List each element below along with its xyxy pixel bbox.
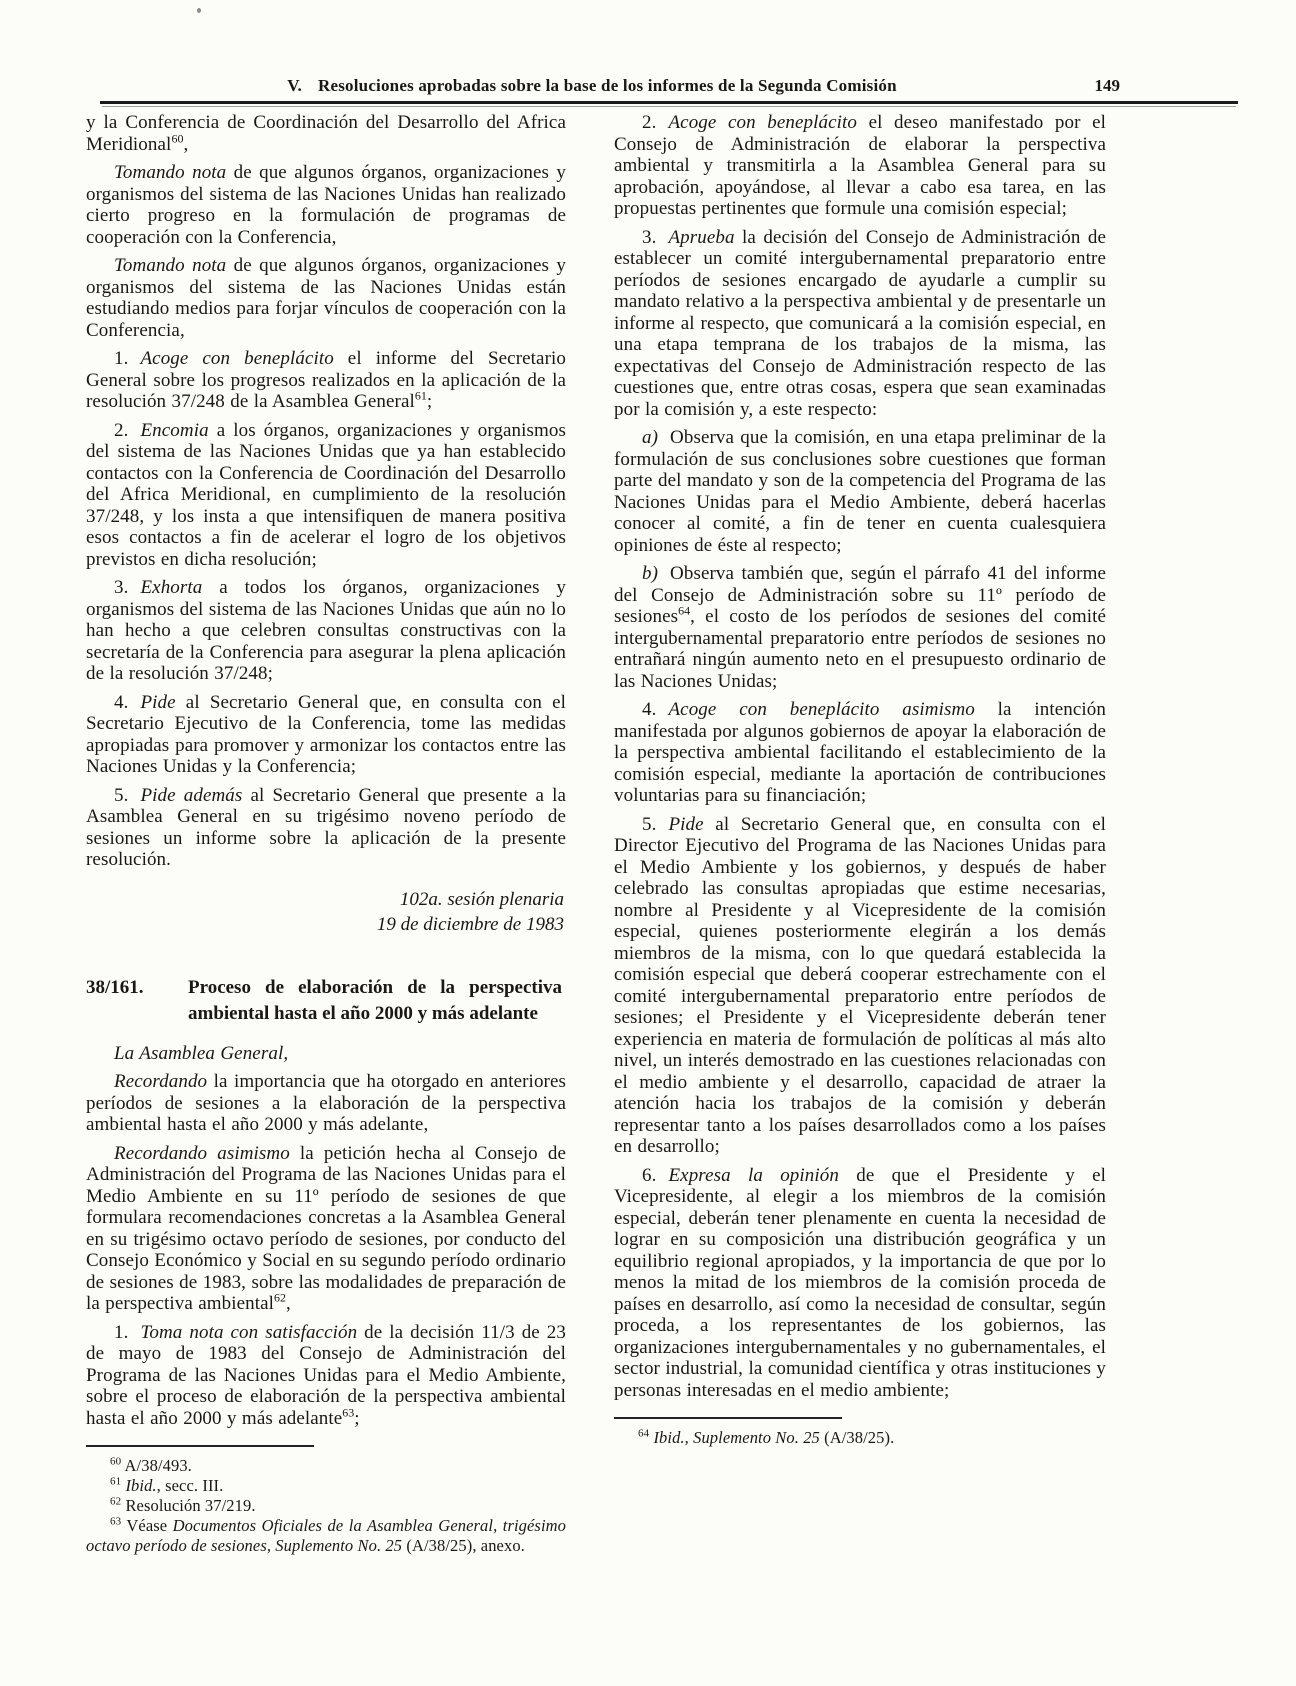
paragraph: Recordando la importancia que ha otorgado en anteriores períodos de sesiones a la elaboración de la perspectiva ambiental hasta el año 2000 y más adelante, bbox=[86, 1071, 566, 1135]
paragraph: Tomando nota de que algunos órganos, organizaciones y organismos del sistema de las Naciones Unidas han realizado cierto progreso en la formulación de programas de cooperación con la Conferencia, bbox=[86, 162, 567, 248]
resolution-number: 38/161. bbox=[86, 976, 144, 998]
scan-artifact bbox=[197, 8, 201, 13]
paragraph: 2. Acoge con beneplácito el deseo manifestado por el Consejo de Administración de elaborar la perspectiva ambiental y transmitirla a la Asamblea General para su aprobación, apoyándose, al llevar a cabo esa tarea, en las propuestas pertinentes que formule una comisión especial; bbox=[614, 112, 1106, 219]
footnote: $^{62}$ Resolución 37/219. bbox=[110, 1495, 256, 1515]
footnote-rule bbox=[86, 1445, 314, 1447]
page-number: 149 bbox=[1094, 76, 1120, 95]
paragraph: 3. Aprueba la decisión del Consejo de Administración de establecer un comité intergubernamental preparatorio entre períodos de sesiones encargado de ayudarle a cumplir su mandato relativo a la perspectiva ambiental y de presentarle un informe al respecto, que comunicará a la comisión especial, en una etapa temprana de los trabajos de la misma, las expectativas del Consejo de Administración respecto de las cuestiones que, entre otras cosas, espera que sean examinadas por la comisión y, a este respecto: bbox=[614, 226, 1106, 420]
date-line: 19 de diciembre de 1983 bbox=[376, 913, 564, 935]
footnote-ref: 64 bbox=[678, 603, 691, 618]
footnote: $^{60}$ A/38/493. bbox=[110, 1455, 192, 1475]
paragraph: 4. Pide al Secretario General que, en consulta con el Secretario Ejecutivo de la Conferencia, tome las medidas apropiadas para promover y armonizar los contactos entre las Naciones Unidas y la Conferencia; bbox=[86, 691, 566, 777]
right-column bbox=[614, 112, 1106, 1448]
footnote-ref: 61 bbox=[414, 388, 427, 403]
plenary-session-line: 102a. sesión plenaria bbox=[399, 888, 564, 910]
footnotes-left bbox=[86, 1445, 566, 1556]
paragraph: 3. Exhorta a todos los órganos, organizaciones y organismos del sistema de las Naciones Unidas que aún no lo han hecho a que celebren consultas constructivas con la secretaría de la Conferencia para asegurar la plena aplicación de la resolución 37/248; bbox=[86, 577, 566, 684]
footnote: $^{64}$ Ibid., Suplemento No. 25 (A/38/25). bbox=[638, 1427, 895, 1447]
paragraph: b) Observa también que, según el párrafo 41 del informe del Consejo de Administración sobre su 11º período de sesiones$^{64}$, el costo de los períodos de sesiones del comité intergubernamental preparatorio entre períodos de sesiones no entrañará ningún aumento neto en el presupuesto ordinario de las Naciones Unidas; bbox=[614, 563, 1106, 692]
footnote-rule bbox=[614, 1417, 842, 1419]
paragraph: 5. Pide al Secretario General que, en consulta con el Director Ejecutivo del Programa de las Naciones Unidas para el Medio Ambiente y los gobiernos, y después de haber celebrado las consultas apropiadas que estime necesarias, nombre al Presidente y al Vicepresidente de la comisión especial, quienes posteriormente elegirán a los demás miembros de la misma, con lo que quedará establecida la comisión especial que deberá cooperar estrechamente con el comité intergubernamental preparatorio entre períodos de sesiones; el Presidente y el Vicepresidente deberán tener experiencia en materia de formulación de políticas al más alto nivel, un interés demostrado en las cuestiones relacionadas con el medio ambiente y el desarrollo, capacidad de atraer la atención hacia los trabajos de la comisión y deberán representar tanto a los países desarrollados como a los países en desarrollo; bbox=[614, 813, 1106, 1157]
footnote-ref: 62 bbox=[274, 1290, 287, 1305]
paragraph: 6. Expresa la opinión de que el Presidente y el Vicepresidente, al elegir a los miembros de la comisión especial, deberán tener plenamente en cuenta la necesidad de lograr en su composición una distribución geográfica y un equilibrio regional apropiados, y la importancia de que por lo menos la mitad de los miembros de la comisión proceda de países en desarrollo, así como la necesidad de consultar, según proceda, a los representantes de los gobiernos, las organizaciones intergubernamentales y no gubernamentales, el sector industrial, la comunidad científica y otras instituciones y personas interesadas en el medio ambiente; bbox=[614, 1164, 1106, 1401]
paragraph: 1. Acoge con beneplácito el informe del Secretario General sobre los progresos realizados en la aplicación de la resolución 37/248 de la Asamblea General$^{61}$; bbox=[86, 348, 566, 412]
footnote-ref: 60 bbox=[171, 131, 184, 146]
running-header bbox=[105, 76, 1135, 96]
paragraph: y la Conferencia de Coordinación del Desarrollo del Africa Meridional$^{60}$, bbox=[86, 112, 566, 155]
footnote-ref: 63 bbox=[342, 1405, 355, 1420]
paragraph: 1. Toma nota con satisfacción de la decisión 11/3 de 23 de mayo de 1983 del Consejo de Administración del Programa de las Naciones Unidas para el Medio Ambiente, sobre el proceso de elaboración de la perspectiva ambiental hasta el año 2000 y más adelante$^{63}$; bbox=[86, 1321, 566, 1429]
paragraph: La Asamblea General, bbox=[114, 1042, 289, 1064]
footnotes-right bbox=[614, 1417, 1106, 1448]
paragraph: 2. Encomia a los órganos, organizaciones y organismos del sistema de las Naciones Unidas que ya han establecido contactos con la Conferencia de Coordinación del Desarrollo del Africa Meridional, en cumplimiento de la resolución 37/248, y los insta a que intensifiquen de manera positiva esos contactos a fin de acelerar el logro de los objetivos previstos en dicha resolución; bbox=[86, 419, 566, 570]
paragraph: 4. Acoge con beneplácito asimismo la intención manifestada por algunos gobiernos de apoyar la elaboración de la perspectiva ambiental facilitando el establecimiento de la comisión especial, mediante la aportación de contribuciones voluntarias para su financiación; bbox=[614, 699, 1106, 806]
paragraph: Tomando nota de que algunos órganos, organizaciones y organismos del sistema de las Naciones Unidas están estudiando medios para forjar vínculos de cooperación con la Conferencia, bbox=[86, 255, 567, 341]
signature-block bbox=[86, 887, 564, 937]
paragraph: a) Observa que la comisión, en una etapa preliminar de la formulación de sus conclusiones sobre cuestiones que forman parte del mandato y son de la competencia del Programa de las Naciones Unidas para el Medio Ambiente, deberá hacerlas conocer al comité, a fin de tener en cuenta cualesquiera opiniones de éste al respecto; bbox=[614, 427, 1106, 556]
footnote: $^{63}$ Véase Documentos Oficiales de la Asamblea General, trigésimo octavo período de sesiones, Suplemento No. 25 (A/38/25), anexo. bbox=[86, 1515, 566, 1555]
paragraph: 5. Pide además al Secretario General que presente a la Asamblea General en su trigésimo noveno período de sesiones un informe sobre la aplicación de la presente resolución. bbox=[86, 784, 566, 870]
resolution-title: Proceso de elaboración de la perspectiva ambiental hasta el año 2000 y más adelante bbox=[188, 976, 562, 1024]
header-rule bbox=[100, 101, 1238, 104]
header-section-number: V. bbox=[287, 76, 302, 95]
header-title: Resoluciones aprobadas sobre la base de los informes de la Segunda Comisión bbox=[318, 76, 897, 95]
paragraph: Recordando asimismo la petición hecha al Consejo de Administración del Programa de las Naciones Unidas para el Medio Ambiente en su 11º período de sesiones de que formulara recomendaciones concretas a la Asamblea General en su trigésimo octavo período de sesiones, por conducto del Consejo Económico y Social en su segundo período ordinario de sesiones de 1983, sobre las modalidades de preparación de la perspectiva ambiental$^{62}$, bbox=[86, 1142, 566, 1314]
resolution-heading bbox=[86, 975, 566, 1027]
header-rule-shadow bbox=[102, 106, 1236, 107]
left-column bbox=[86, 112, 566, 1556]
footnote: $^{61}$ Ibid., secc. III. bbox=[110, 1475, 224, 1495]
